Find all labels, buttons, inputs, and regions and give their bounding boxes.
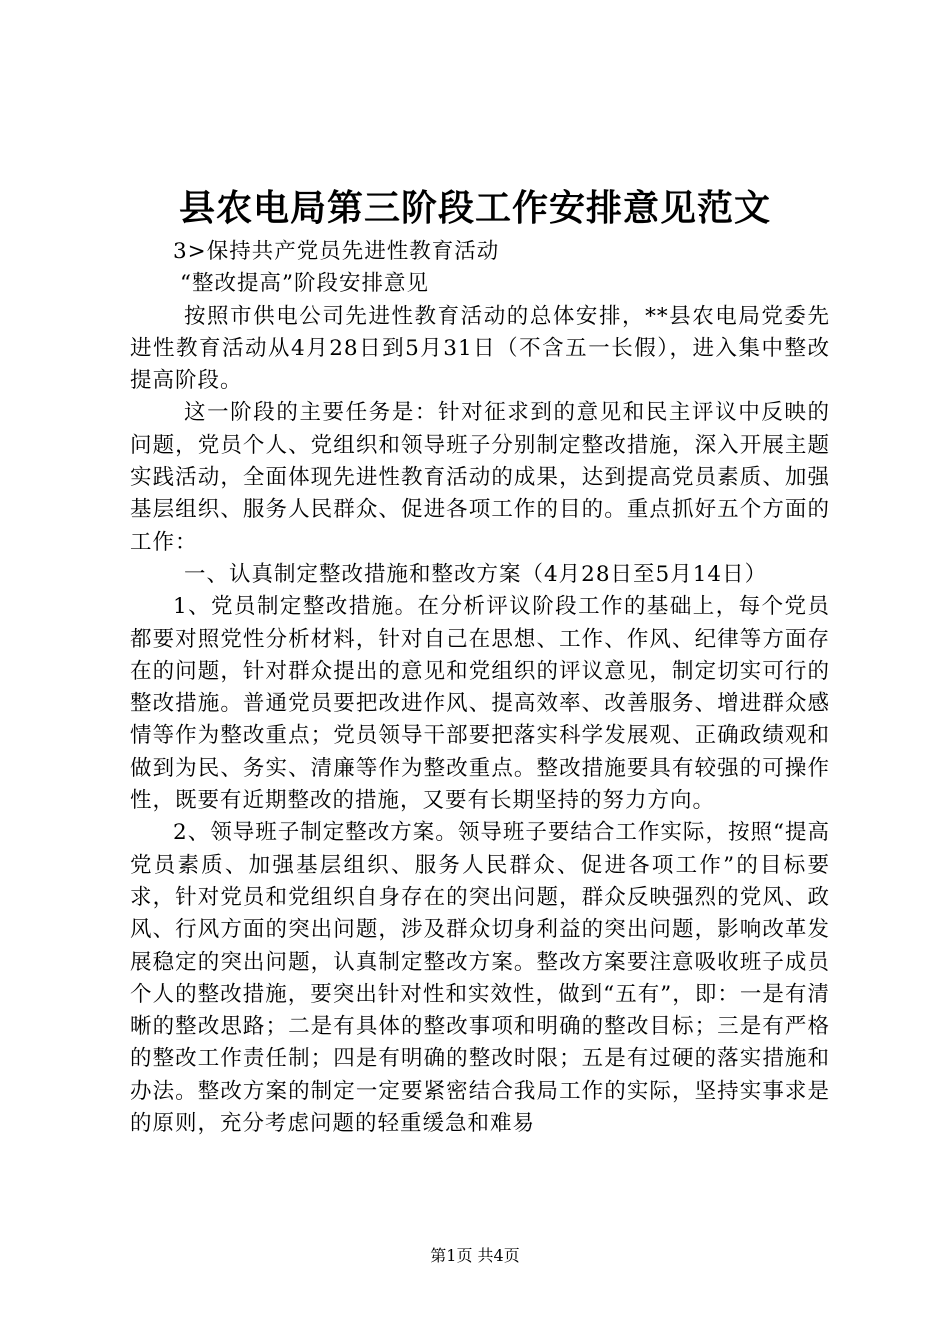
section-heading-1: 一、认真制定整改措施和整改方案（4月28日至5月14日） <box>184 561 768 587</box>
paragraph-item-2: 2、领导班子制定整改方案。领导班子要结合工作实际，按照“提高党员素质、加强基层组织、服务人民群众、促进各项工作”的目标要求，针对党员和党组织自身存在的突出问题，群众反映强烈的党风、政风、行风方面的突出问题，涉及群众切身利益的突出问题，影响改革发展稳定的突出问题，认真制定整改方案。整改方案要注意吸收班子成员个人的整改措施，要突出针对性和实效性，做到“五有”，即：一是有清晰的整改思路；二是有具体的整改事项和明确的整改目标；三是有严格的整改工作责任制；四是有明确的整改时限；五是有过硬的落实措施和办法。整改方案的制定一定要紧密结合我局工作的实际，坚持实事求是的原则，充分考虑问题的轻重缓急和难易 <box>130 820 830 1137</box>
document-body <box>130 236 830 1140</box>
document-title: 县农电局第三阶段工作安排意见范文 <box>178 187 771 229</box>
paragraph-subtitle-1: 3>保持共产党员先进性教育活动 <box>173 239 500 264</box>
paragraph-subtitle-2: “整改提高”阶段安排意见 <box>180 271 429 297</box>
page-footer: 第1页 共4页 <box>430 1246 520 1265</box>
paragraph-intro: 按照市供电公司先进性教育活动的总体安排，**县农电局党委先进性教育活动从4月28日到5月31日（不含五一长假），进入集中整改提高阶段。 <box>130 303 830 394</box>
paragraph-item-1: 1、党员制定整改措施。在分析评议阶段工作的基础上，每个党员都要对照党性分析材料，针对自己在思想、工作、作风、纪律等方面存在的问题，针对群众提出的意见和党组织的评议意见，制定切实可行的整改措施。普通党员要把改进作风、提高效率、改善服务、增进群众感情等作为整改重点；党员领导干部要把落实科学发展观、正确政绩观和做到为民、务实、清廉等作为整改重点。整改措施要具有较强的可操作性，既要有近期整改的措施，又要有长期坚持的努力方向。 <box>130 594 830 814</box>
paragraph-main-tasks: 这一阶段的主要任务是：针对征求到的意见和民主评议中反映的问题，党员个人、党组织和领导班子分别制定整改措施，深入开展主题实践活动，全面体现先进性教育活动的成果，达到提高党员素质、加强基层组织、服务人民群众、促进各项工作的目的。重点抓好五个方面的工作： <box>130 400 830 555</box>
